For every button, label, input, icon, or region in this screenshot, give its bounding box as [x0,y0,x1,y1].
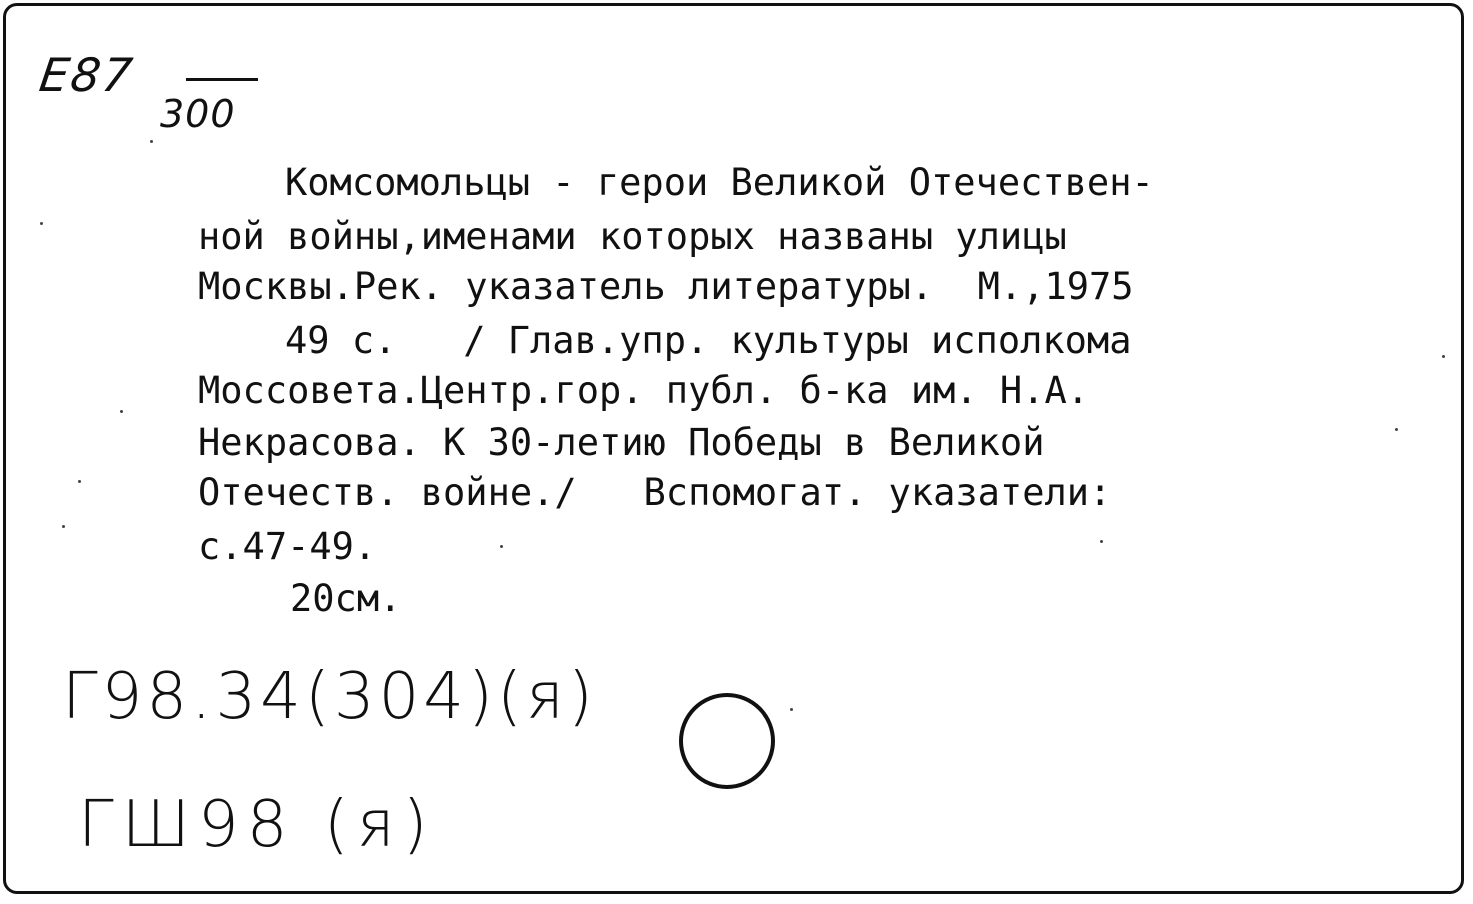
description-line: Комсомольцы - герои Великой Отечествен- [285,161,1154,204]
circle-mark [679,693,775,789]
scan-speck [1442,355,1445,358]
scan-speck [120,410,123,413]
scan-speck [1395,428,1398,431]
shelf-mark-primary: Г98.34(304)(я) [62,660,597,734]
description-line: Некрасова. К 30-летию Победы в Великой [198,421,1045,464]
scan-speck [62,525,65,528]
scan-speck [78,480,81,483]
scan-speck [150,140,153,143]
description-line: Москвы.Рек. указатель литературы. М.,1975 [198,265,1134,308]
description-line: Моссовета.Центр.гор. публ. б-ка им. Н.А. [198,369,1090,412]
call-number-top: Е87 [36,48,138,102]
description-line: 20см. [290,577,402,620]
scan-speck [500,545,503,548]
call-number-bottom: 300 [160,92,236,136]
scan-speck [790,708,793,711]
description-line: 49 с. / Глав.упр. культуры исполкома [285,319,1132,362]
call-number-divider [186,78,258,81]
scan-speck [40,222,43,225]
description-line: Отечеств. войне./ Вспомогат. указатели: [198,471,1112,514]
description-line: с.47-49. [198,525,377,568]
description-line: ной войны,именами которых названы улицы [198,215,1067,258]
scan-speck [1100,540,1103,543]
shelf-mark-secondary: ГШ98 (я) [78,788,436,862]
